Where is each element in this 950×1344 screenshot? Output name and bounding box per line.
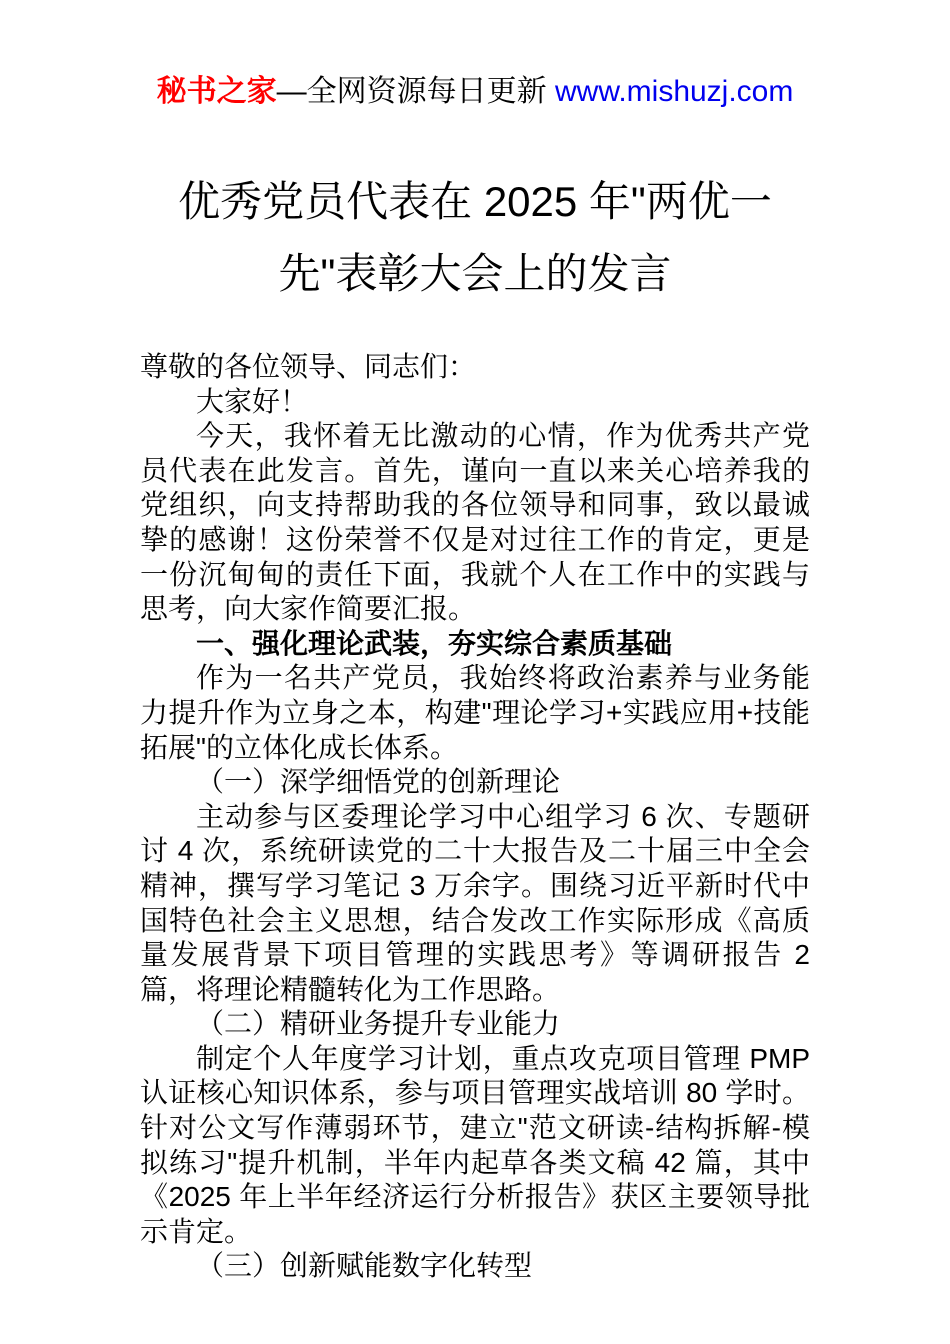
- section-heading: （一）深学细悟党的创新理论: [196, 766, 561, 798]
- paragraph: 制定个人年度学习计划，重点攻克项目管理 PMP 认证核心知识体系，参与项目管理实战培训 80 学时。针对公文写作薄弱环节，建立"范文研读-结构拆解-模拟练习"提升机制，半年内起草各类文稿 42 篇，其中《2025 年上半年经济运行分析报告》获区主要领导批示肯定。: [140, 1042, 810, 1247]
- brand-name: 秘书之家: [156, 75, 277, 108]
- tagline: —全网资源每日更新: [276, 75, 555, 108]
- section-heading: （二）精研业务提升专业能力: [196, 1008, 561, 1040]
- section-heading: （三）创新赋能数字化转型: [196, 1250, 533, 1282]
- section-heading: 一、强化理论武装，夯实综合素质基础: [196, 627, 673, 659]
- paragraph: 作为一名共产党员，我始终将政治素养与业务能力提升作为立身之本，构建"理论学习+实践应用+技能拓展"的立体化成长体系。: [140, 662, 810, 763]
- paragraph: 大家好！: [196, 385, 309, 417]
- site-header: [0, 0, 950, 114]
- document-body: [140, 350, 810, 1284]
- site-url-link[interactable]: www.mishuzj.com: [554, 75, 794, 108]
- paragraph: 主动参与区委理论学习中心组学习 6 次、专题研讨 4 次，系统研读党的二十大报告及二十届三中全会精神，撰写学习笔记 3 万余字。围绕习近平新时代中国特色社会主义思想，结合发改工作实际形成《高质量发展背景下项目管理的实践思考》等调研报告 2 篇，将理论精髓转化为工作思路。: [140, 800, 810, 1005]
- paragraph: 尊敬的各位领导、同志们：: [140, 351, 477, 382]
- paragraph: 今天，我怀着无比激动的心情，作为优秀共产党员代表在此发言。首先，谨向一直以来关心培养我的党组织，向支持帮助我的各位领导和同事，致以最诚挚的感谢！这份荣誉不仅是对过往工作的肯定，更是一份沉甸甸的责任下面，我就个人在工作中的实践与思考，向大家作简要汇报。: [140, 420, 810, 625]
- document-title: 优秀党员代表在 2025 年"两优一先"表彰大会上的发言: [178, 178, 772, 297]
